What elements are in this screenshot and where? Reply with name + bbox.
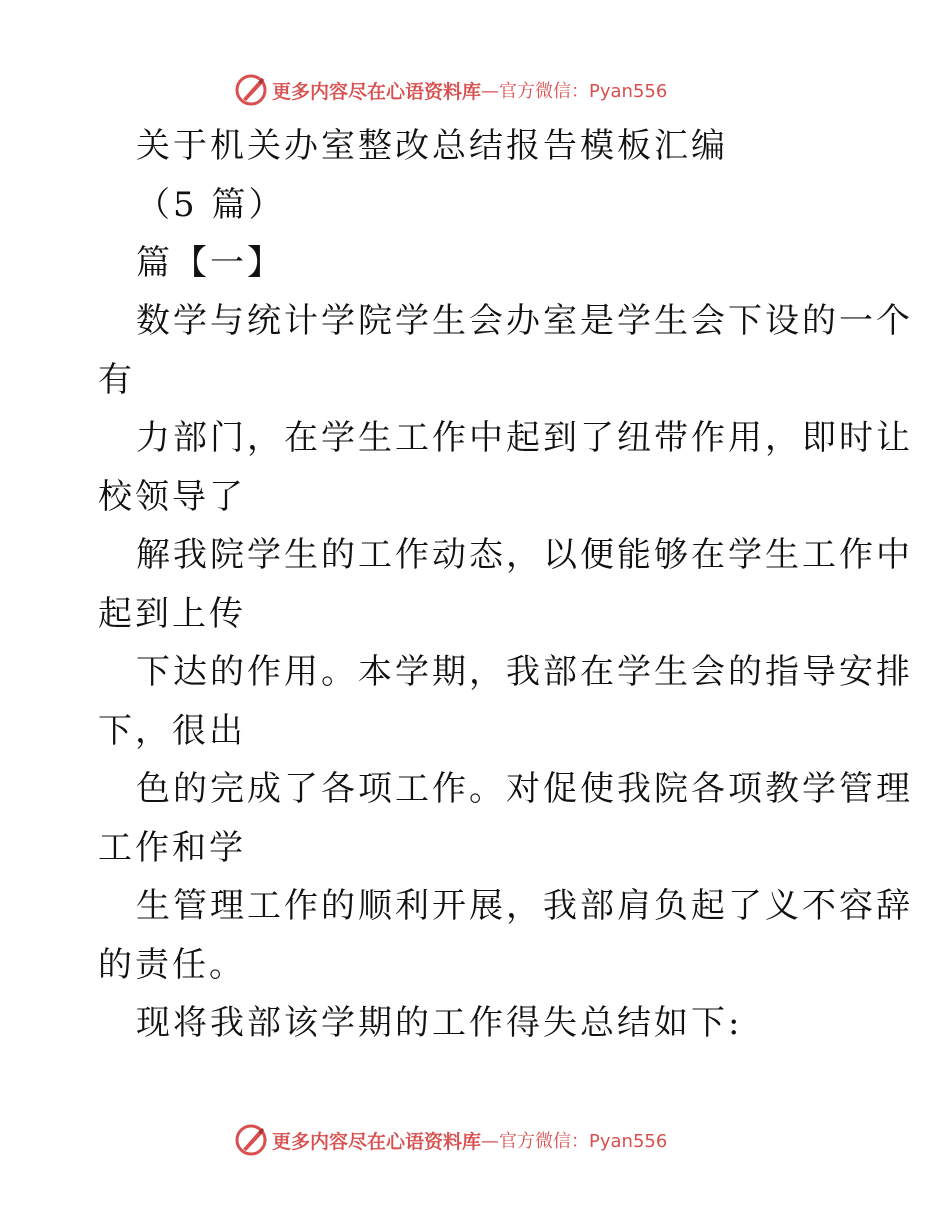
paragraph-line: 的责任。 — [98, 945, 246, 985]
watermark-main-text: 更多内容尽在心语资料库 — [272, 80, 482, 103]
paragraph-line: 数学与统计学院学生会办室是学生会下设的一个 — [136, 301, 913, 341]
paragraph-line: 现将我部该学期的工作得失总结如下: — [136, 1003, 743, 1043]
paragraph-line: 有 — [98, 360, 135, 400]
watermark-wechat-text: —官方微信：Pyan556 — [481, 81, 668, 102]
paragraph-line: 生管理工作的顺利开展，我部肩负起了义不容辞 — [136, 886, 913, 926]
watermark-main-text: 更多内容尽在心语资料库 — [272, 1130, 482, 1153]
section-heading: 篇【一】 — [136, 243, 284, 283]
paragraph-line: 校领导了 — [98, 477, 246, 517]
paragraph-line: 下达的作用。本学期，我部在学生会的指导安排 — [136, 652, 913, 692]
paragraph-line: 解我院学生的工作动态，以便能够在学生工作中 — [136, 535, 913, 575]
paragraph-line: 力部门，在学生工作中起到了纽带作用，即时让 — [136, 418, 913, 458]
paragraph-line: 下，很出 — [98, 711, 246, 751]
watermark-wechat-text: —官方微信：Pyan556 — [481, 1131, 668, 1152]
paragraph-line: 工作和学 — [98, 828, 246, 868]
header-watermark — [234, 72, 667, 108]
paragraph-line: 起到上传 — [98, 594, 246, 634]
document-title-line-2: （5 篇） — [136, 185, 286, 225]
paragraph-line: 色的完成了各项工作。对促使我院各项教学管理 — [136, 769, 913, 809]
pen-logo-icon — [234, 1123, 268, 1157]
pen-logo-icon — [234, 73, 268, 107]
footer-watermark — [234, 1122, 667, 1158]
document-title-line-1: 关于机关办室整改总结报告模板汇编 — [136, 126, 728, 166]
